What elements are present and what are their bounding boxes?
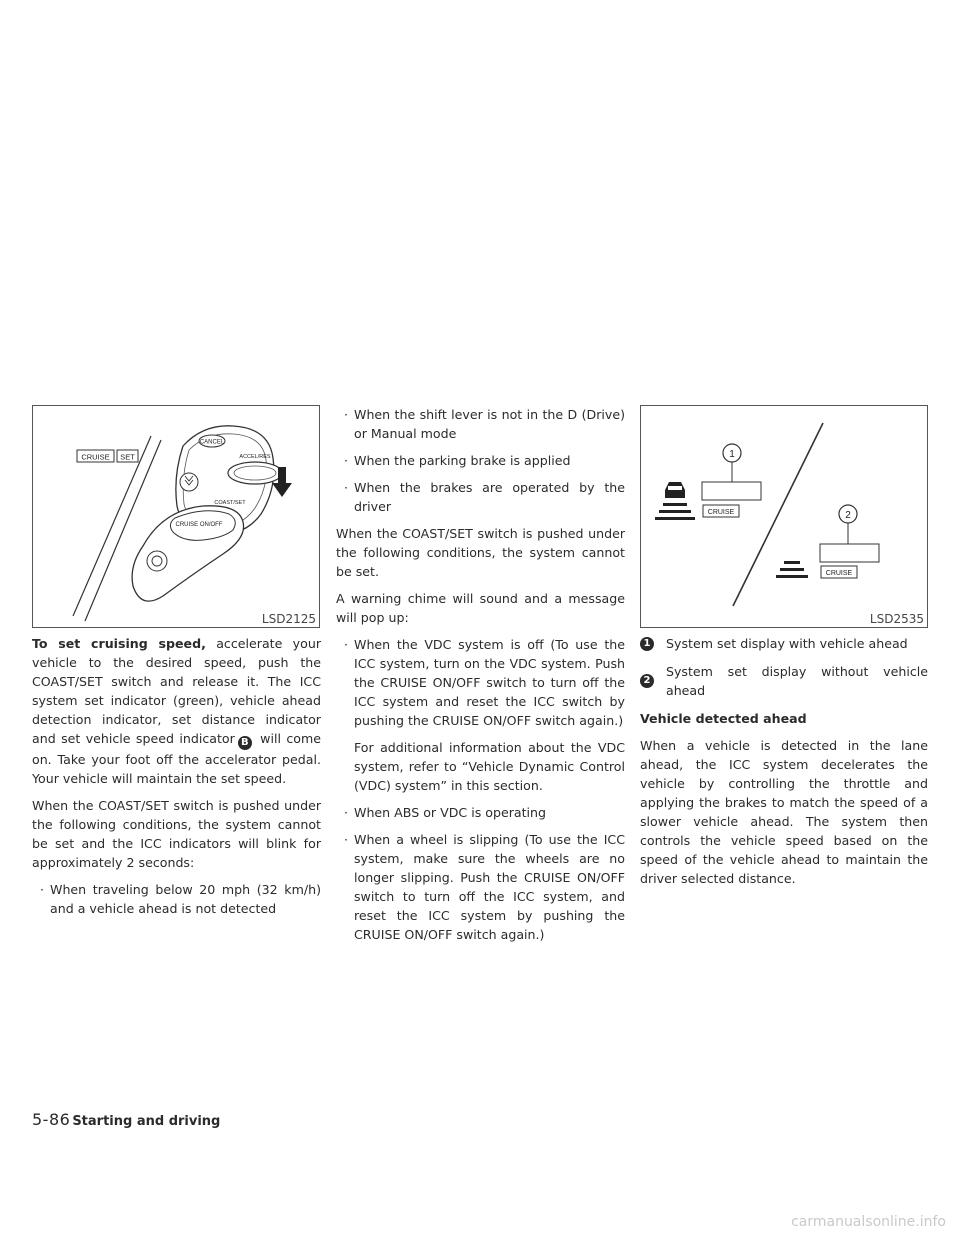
cannot-set-paragraph: When the COAST/SET switch is pushed under the following conditions, the system cannot be set and the ICC indicators will blink for approximately 2 seconds: [32,798,321,870]
legend-2-number: 2 [640,674,654,688]
list-item: · When the VDC system is off (To use the ICC system, turn on the VDC system. Push the CRUISE ON/OFF switch to turn off the ICC system and reset the ICC switch by pushing the CRUISE ON/OFF switch again.) [344,637,625,728]
callout-2: 2 [845,510,851,521]
vehicle-ahead-paragraph: When a vehicle is detected in the lane ahead, the ICC system decelerates the vehicle by controlling the throttle and applying the brakes to match the speed of a slower vehicle ahead. The system then controls the vehicle speed based on the speed of the vehicle ahead to maintain the driver selected distance. [640,738,928,886]
section-title: Starting and driving [72,1114,221,1129]
warning-chime-paragraph: A warning chime will sound and a message will pop up: [336,591,625,625]
intro-text-a: accelerate your vehicle to the desired speed, push the COAST/SET switch and release it. The ICC system set indicator (green), vehicle ahead detection indicator, set distance indicator and set vehicle speed indicator [32,636,321,746]
intro-bold: To set cruising speed, [32,636,206,651]
cruise-badge-label: CRUISE [81,452,110,462]
cruise-onoff-label: CRUISE ON/OFF [175,522,223,528]
cruise-label-2: CRUISE [825,570,853,577]
coast-set-label: COAST/SET [214,500,246,506]
page-footer [32,1110,220,1129]
page-number: 5-86 [32,1110,71,1129]
bullet-mark: · [40,882,45,897]
column-2 [336,405,625,952]
legend-1-number: 1 [640,637,654,651]
figure-steering-switch [32,405,320,628]
cancel-label: CANCEL [199,439,225,446]
figure-cruise-display [640,405,928,628]
steering-switch-illustration [33,406,321,629]
legend-item-1: 1 System set display with vehicle ahead [640,634,928,653]
list-item: · When the shift lever is not in the D (Drive) or Manual mode [344,407,625,441]
legend-item-2: 2 System set display without vehicle ahead [640,662,928,700]
list-item: · When a wheel is slipping (To use the ICC system, make sure the wheels are no longer slipping. Push the CRUISE ON/OFF switch to turn off the ICC system, and reset the ICC system by pushing the CRUISE ON/OFF switch again.) [344,832,625,942]
list-item: · When the brakes are operated by the driver [344,480,625,514]
cannot-set-paragraph-2: When the COAST/SET switch is pushed under the following conditions, the system cannot be set. [336,526,625,579]
list-item: · When the parking brake is applied [344,453,571,468]
indicator-b-badge: B [238,736,252,750]
cruise-display-illustration [641,406,929,629]
column-1 [32,634,321,926]
watermark: carmanualsonline.info [791,1214,946,1230]
intro-paragraph [32,634,321,788]
cruise-label-1: CRUISE [707,509,735,516]
accel-res-label: ACCEL/RES [239,454,271,460]
column-3 [640,634,928,896]
figure-code-right: LSD2535 [869,612,924,626]
callout-1: 1 [729,449,735,460]
intro-text-b: will come on. Take your foot off the accelerator pedal. Your vehicle will maintain the set speed. [32,731,321,786]
section-heading: Vehicle detected ahead [640,711,807,726]
figure-code-left: LSD2125 [261,612,316,626]
set-badge-label: SET [120,452,135,462]
list-item: · When traveling below 20 mph (32 km/h) and a vehicle ahead is not detected [40,882,321,916]
sub-note: For additional information about the VDC system, refer to “Vehicle Dynamic Control (VDC) system” in this section. [354,740,625,793]
list-item: · When ABS or VDC is operating [344,805,547,820]
